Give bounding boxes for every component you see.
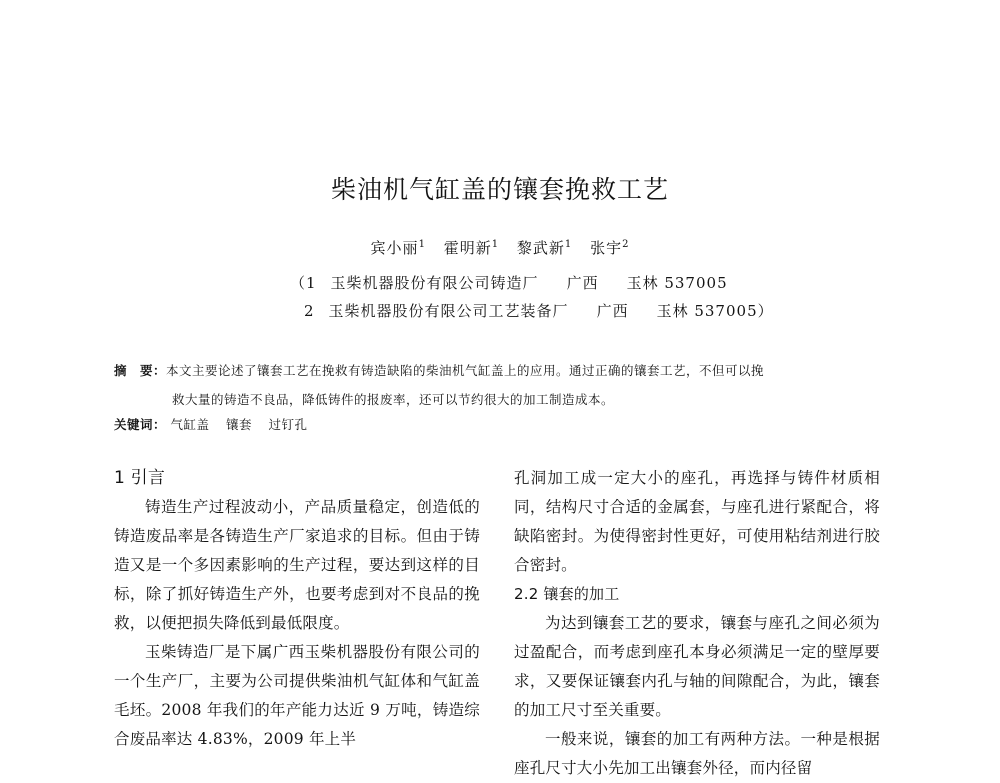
- paper-title: 柴油机气缸盖的镶套挽救工艺: [330, 175, 669, 204]
- abstract-line: [114, 356, 884, 385]
- paragraph: 为达到镶套工艺的要求，镶套与座孔之间必须为过盈配合，而考虑到座孔本身必须满足一定的壁厚要求，又要保证镶套内孔与轴的间隙配合，为此，镶套的加工尺寸至关重要。: [514, 614, 880, 719]
- subsection-heading: 2.2 镶套的加工: [514, 585, 620, 603]
- abstract-text: 救大量的铸造不良品，降低铸件的报废率，还可以节约很大的加工制造成本。: [172, 392, 615, 407]
- right-column: [514, 464, 880, 783]
- paragraph: 孔洞加工成一定大小的座孔，再选择与铸件材质相同，结构尺寸合适的金属套，与座孔进行紧配合，将缺陷密封。为使得密封性更好，可使用粘结剂进行胶合密封。: [514, 469, 880, 574]
- section-heading: 1 引言: [114, 468, 166, 488]
- author: 黎武新$^1$: [516, 239, 573, 257]
- paragraph: 一般来说，镶套的加工有两种方法。一种是根据座孔尺寸大小先加工出镶套外径，而内径留: [514, 730, 880, 777]
- left-column: [114, 464, 480, 754]
- abstract-text: 本文主要论述了镶套工艺在挽救有铸造缺陷的柴油机气缸盖上的应用。通过正确的镶套工艺，不但可以挽: [166, 363, 765, 378]
- paragraph: 玉柴铸造厂是下属广西玉柴机器股份有限公司的一个生产厂，主要为公司提供柴油机气缸体和气缸盖毛坯。2008 年我们的年产能力达近 9 万吨，铸造综合废品率达 4.83%，2009 年上半: [114, 643, 480, 748]
- author: 霍明新$^1$: [443, 239, 500, 257]
- abstract-label: 摘 要：: [114, 363, 167, 378]
- keyword: 气缸盖: [170, 417, 210, 432]
- keywords-label: 关键词：: [114, 417, 167, 432]
- keyword: 过钉孔: [268, 417, 308, 432]
- author: 张宇$^2$: [590, 239, 630, 257]
- author-list: [0, 237, 1000, 258]
- paragraph: 铸造生产过程波动小，产品质量稳定，创造低的铸造废品率是各铸造生产厂家追求的目标。但由于铸造又是一个多因素影响的生产过程，要达到这样的目标，除了抓好铸造生产外，也要考虑到对不良品的挽救，以便把损失降低到最低限度。: [114, 498, 480, 632]
- author: 宾小丽$^1$: [370, 239, 426, 257]
- affiliation-1: （1 玉柴机器股份有限公司铸造厂 广西 玉林 537005: [290, 274, 728, 292]
- abstract: [114, 356, 884, 414]
- affiliation-2: 2 玉柴机器股份有限公司工艺装备厂 广西 玉林 537005）: [304, 302, 774, 320]
- keywords: [114, 415, 320, 433]
- keyword: 镶套: [226, 417, 253, 432]
